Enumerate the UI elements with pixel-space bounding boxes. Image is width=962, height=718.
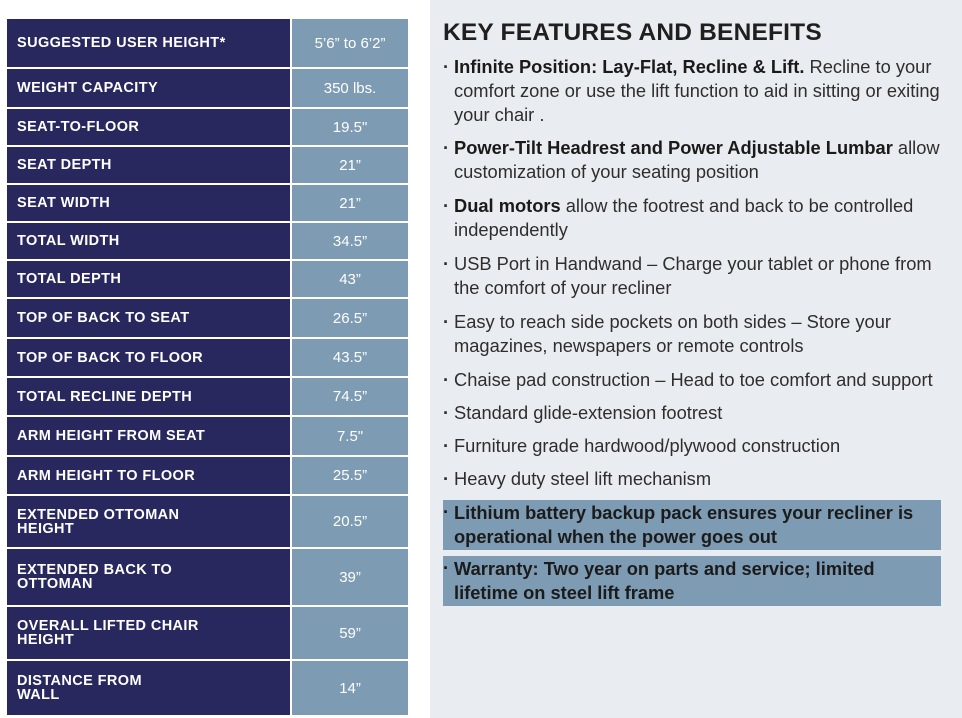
spec-row xyxy=(7,146,408,184)
spec-value: 26.5” xyxy=(291,298,408,338)
spec-label: DISTANCE FROM WALL xyxy=(7,660,291,716)
spec-row xyxy=(7,416,408,456)
feature-item xyxy=(443,434,941,458)
spec-label: EXTENDED BACK TO OTTOMAN xyxy=(7,548,291,606)
spec-row xyxy=(7,68,408,108)
spec-value: 19.5" xyxy=(291,108,408,146)
spec-row xyxy=(7,298,408,338)
features-list xyxy=(443,55,941,606)
spec-row xyxy=(7,660,408,716)
feature-bold: Power-Tilt Headrest and Power Adjustable Lumbar xyxy=(454,137,893,158)
feature-text: Furniture grade hardwood/plywood construction xyxy=(454,435,841,456)
feature-text: Easy to reach side pockets on both sides – Store your magazines, newspapers or remote controls xyxy=(454,311,891,356)
spec-value: 21” xyxy=(291,184,408,222)
spec-label: WEIGHT CAPACITY xyxy=(7,68,291,108)
spec-row xyxy=(7,456,408,495)
spec-label: TOP OF BACK TO SEAT xyxy=(7,298,291,338)
spec-row xyxy=(7,377,408,416)
feature-item xyxy=(443,55,941,127)
spec-label: SUGGESTED USER HEIGHT* xyxy=(7,19,291,68)
spec-label: SEAT DEPTH xyxy=(7,146,291,184)
spec-label: ARM HEIGHT FROM SEAT xyxy=(7,416,291,456)
spec-label: ARM HEIGHT TO FLOOR xyxy=(7,456,291,495)
spec-value: 39” xyxy=(291,548,408,606)
spec-row xyxy=(7,338,408,377)
spec-value: 5’6” to 6’2” xyxy=(291,19,408,68)
spec-label: TOTAL RECLINE DEPTH xyxy=(7,377,291,416)
spec-value: 34.5” xyxy=(291,222,408,260)
features-title: KEY FEATURES AND BENEFITS xyxy=(443,19,822,46)
spec-row xyxy=(7,184,408,222)
key-features-section xyxy=(443,19,941,612)
spec-row xyxy=(7,260,408,298)
spec-row xyxy=(7,606,408,660)
feature-item xyxy=(443,310,941,358)
spec-label: SEAT WIDTH xyxy=(7,184,291,222)
spec-label: TOTAL DEPTH xyxy=(7,260,291,298)
feature-bold: Dual motors xyxy=(454,195,561,216)
feature-text: Heavy duty steel lift mechanism xyxy=(454,468,712,489)
feature-text: Chaise pad construction – Head to toe comfort and support xyxy=(454,369,933,390)
spec-value: 43.5” xyxy=(291,338,408,377)
feature-text: allow the footrest and back to be controlled independently xyxy=(454,195,914,240)
specifications-table xyxy=(7,19,408,717)
feature-item xyxy=(443,252,941,300)
spec-row xyxy=(7,548,408,606)
feature-highlight-warranty: · Warranty: Two year on parts and service; limited lifetime on steel lift frame xyxy=(443,556,941,606)
spec-row xyxy=(7,19,408,68)
spec-label: TOP OF BACK TO FLOOR xyxy=(7,338,291,377)
feature-text: Recline to your comfort zone or use the lift function to aid in sitting or exiting your chair . xyxy=(454,56,940,125)
spec-row xyxy=(7,495,408,548)
feature-text: USB Port in Handwand – Charge your tablet or phone from the comfort of your recliner xyxy=(454,253,932,298)
feature-highlight-battery: · Lithium battery backup pack ensures your recliner is operational when the power goes out xyxy=(443,500,941,550)
spec-label: TOTAL WIDTH xyxy=(7,222,291,260)
spec-row xyxy=(7,222,408,260)
spec-value: 7.5" xyxy=(291,416,408,456)
spec-value: 20.5” xyxy=(291,495,408,548)
spec-value: 43” xyxy=(291,260,408,298)
feature-text: Standard glide-extension footrest xyxy=(454,402,723,423)
spec-label: EXTENDED OTTOMAN HEIGHT xyxy=(7,495,291,548)
spec-value: 350 lbs. xyxy=(291,68,408,108)
spec-value: 25.5” xyxy=(291,456,408,495)
spec-value: 59” xyxy=(291,606,408,660)
feature-item xyxy=(443,368,941,392)
spec-value: 14” xyxy=(291,660,408,716)
spec-row xyxy=(7,108,408,146)
spec-label: SEAT-TO-FLOOR xyxy=(7,108,291,146)
feature-text: allow customization of your seating position xyxy=(454,137,940,182)
feature-item xyxy=(443,136,941,184)
spec-value: 21” xyxy=(291,146,408,184)
feature-item xyxy=(443,194,941,242)
feature-bold: Infinite Position: Lay-Flat, Recline & Lift. xyxy=(454,56,805,77)
feature-item xyxy=(443,401,941,425)
spec-value: 74.5” xyxy=(291,377,408,416)
feature-item xyxy=(443,467,941,491)
spec-label: OVERALL LIFTED CHAIR HEIGHT xyxy=(7,606,291,660)
